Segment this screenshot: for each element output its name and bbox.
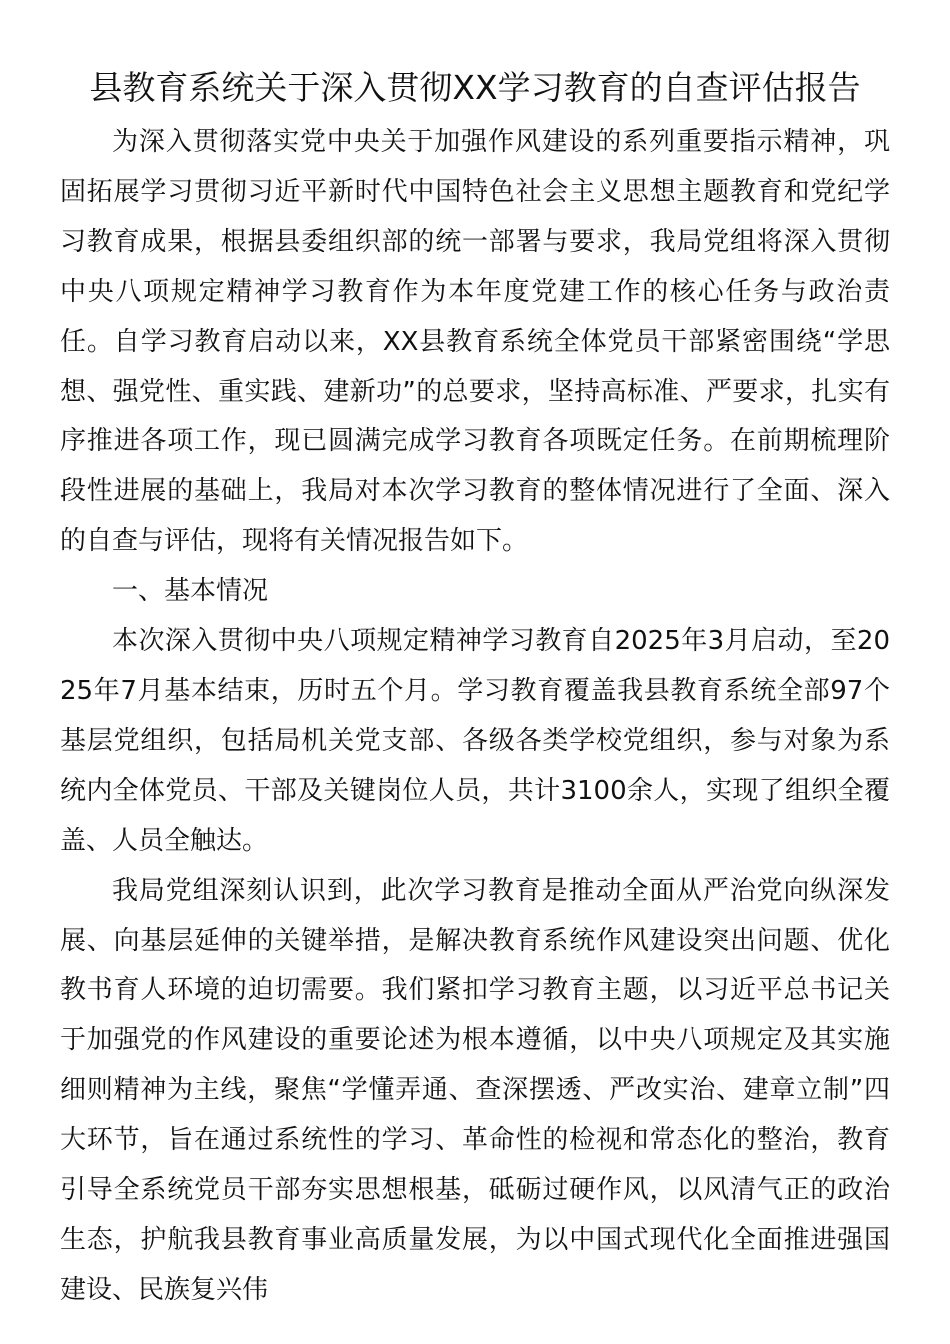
section-paragraph-1: 本次深入贯彻中央八项规定精神学习教育自2025年3月启动，至2025年7月基本结束，历时五个月。学习教育覆盖我县教育系统全部97个基层党组织，包括局机关党支部、各级各类学校党组织，参与对象为系统内全体党员、干部及关键岗位人员，共计3100余人，实现了组织全覆盖、人员全触达。 xyxy=(60,626,890,856)
intro-paragraph: 为深入贯彻落实党中央关于加强作风建设的系列重要指示精神，巩固拓展学习贯彻习近平新时代中国特色社会主义思想主题教育和党纪学习教育成果，根据县委组织部的统一部署与要求，我局党组将深入贯彻中央八项规定精神学习教育作为本年度党建工作的核心任务与政治责任。自学习教育启动以来，XX县教育系统全体党员干部紧密围绕“学思想、强党性、重实践、建新功”的总要求，坚持高标准、严要求，扎实有序推进各项工作，现已圆满完成学习教育各项既定任务。在前期梳理阶段性进展的基础上，我局对本次学习教育的整体情况进行了全面、深入的自查与评估，现将有关情况报告如下。 xyxy=(60,127,890,557)
section-paragraph-2: 我局党组深刻认识到，此次学习教育是推动全面从严治党向纵深发展、向基层延伸的关键举措，是解决教育系统作风建设突出问题、优化教书育人环境的迫切需要。我们紧扣学习教育主题，以习近平总书记关于加强党的作风建设的重要论述为根本遵循，以中央八项规定及其实施细则精神为主线，聚焦“学懂弄通、查深摆透、严改实治、建章立制”四大环节，旨在通过系统性的学习、革命性的检视和常态化的整治，教育引导全系统党员干部夯实思想根基，砥砺过硬作风，以风清气正的政治生态，护航我县教育事业高质量发展，为以中国式现代化全面推进强国建设、民族复兴伟 xyxy=(60,875,890,1305)
section-heading: 一、基本情况 xyxy=(112,576,269,607)
document-title: 县教育系统关于深入贯彻XX学习教育的自查评估报告 xyxy=(89,68,861,107)
